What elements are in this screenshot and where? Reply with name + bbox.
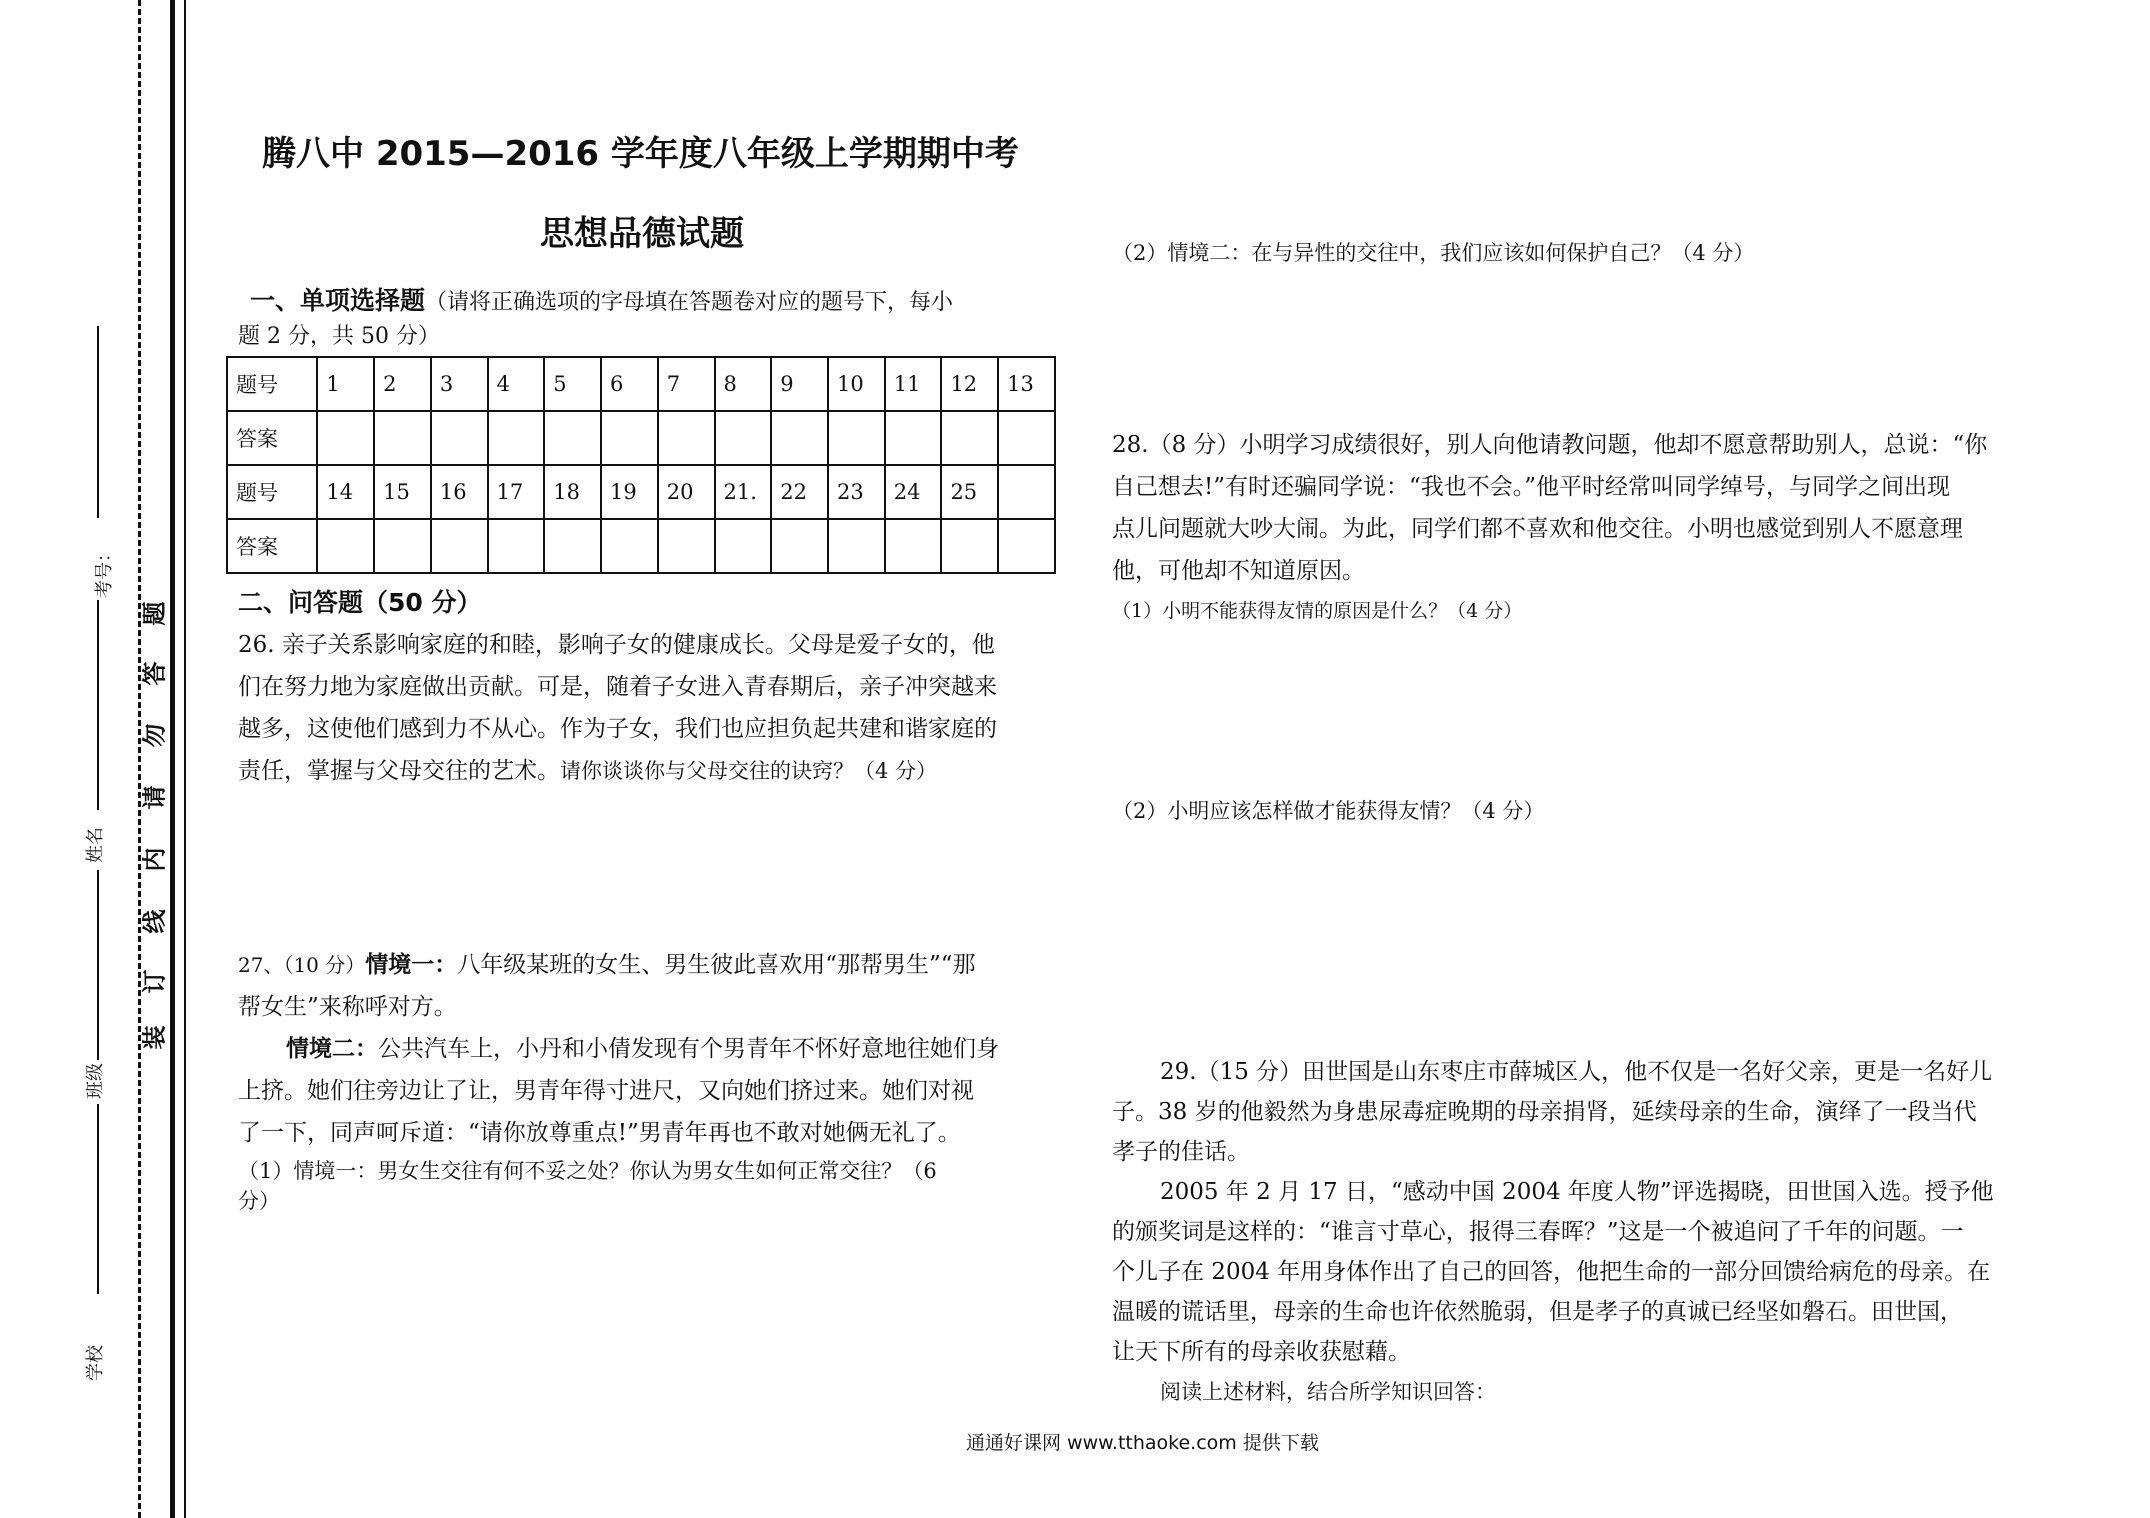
answer-cell[interactable] <box>431 519 488 573</box>
answer-cell[interactable] <box>998 519 1055 573</box>
answer-cell[interactable] <box>941 411 998 465</box>
question-number-cell: 14 <box>317 465 374 519</box>
answer-cell[interactable] <box>374 411 431 465</box>
exam-no-fill-line <box>97 326 99 518</box>
q28-line-3: 点儿问题就大吵大闹。为此，同学们都不喜欢和他交往。小明也感觉到别人不愿意理 <box>1112 516 1963 542</box>
q27-line-5: 了一下，同声呵斥道：“请你放尊重点!”男青年再也不敢对她俩无礼了。 <box>238 1120 961 1146</box>
question-number-cell: 17 <box>488 465 545 519</box>
q28-sub-2: （2）小明应该怎样做才能获得友情？（4 分） <box>1112 799 1545 823</box>
question-number-cell: 25 <box>941 465 998 519</box>
q27-sub-1-line-a: （1）情境一：男女生交往有何不妥之处？你认为男女生如何正常交往？（6 <box>238 1159 937 1183</box>
answer-cell[interactable] <box>601 519 658 573</box>
answer-cell[interactable] <box>771 519 828 573</box>
section1-heading: 一、单项选择题 <box>250 286 426 315</box>
q27-line-3-rest: 公共汽车上，小丹和小倩发现有个男青年不怀好意地往她们身 <box>378 1036 999 1062</box>
question-number-cell: 23 <box>828 465 885 519</box>
q26-line-4 <box>238 750 1078 792</box>
question-number-cell: 5 <box>544 357 601 411</box>
q27-line-1 <box>238 944 1078 986</box>
q28-sub-1: （1）小明不能获得友情的原因是什么？（4 分） <box>1112 600 1523 622</box>
name-fill-line-lower <box>97 870 99 1060</box>
seal-char-3: 勿 <box>139 723 169 748</box>
q27-line-1-rest: 八年级某班的女生、男生彼此喜欢用“那帮男生”“那 <box>457 952 976 978</box>
q29-line-7: 温暖的谎话里，母亲的生命也许依然脆弱，但是孝子的真诚已经坚如磐石。田世国， <box>1112 1299 1963 1325</box>
q29-line-4: 2005 年 2 月 17 日，“感动中国 2004 年度人物”评选揭晓，田世国入选。授予他 <box>1160 1179 1994 1205</box>
cut-line-dashed <box>138 0 141 1518</box>
class-fill-line <box>97 1104 99 1294</box>
table-row <box>227 411 1055 465</box>
row-label: 题号 <box>227 357 317 411</box>
seal-char-2: 答 <box>139 661 169 686</box>
answer-cell[interactable] <box>488 519 545 573</box>
question-number-cell: 6 <box>601 357 658 411</box>
answer-cell[interactable] <box>431 411 488 465</box>
row-label: 答案 <box>227 519 317 573</box>
q27-situation1-label: 情境一： <box>365 951 458 978</box>
question-number-cell: 22 <box>771 465 828 519</box>
answer-cell[interactable] <box>488 411 545 465</box>
answer-table <box>226 356 1056 574</box>
q27-line-3 <box>238 1028 1078 1070</box>
name-label: 姓名 <box>85 827 106 863</box>
question-number-cell: 20 <box>658 465 715 519</box>
question-27 <box>238 944 1078 1154</box>
q27-sub-1-answer-area[interactable] <box>238 1224 1068 1424</box>
q27-line-4: 上挤。她们往旁边让了让，男青年得寸进尺，又向她们挤过来。她们对视 <box>238 1078 974 1104</box>
class-label: 班级 <box>85 1063 106 1099</box>
question-26 <box>238 624 1078 792</box>
answer-cell[interactable] <box>544 519 601 573</box>
answer-cell[interactable] <box>885 411 942 465</box>
table-row <box>227 357 1055 411</box>
q27-sub-1-line-b: 分） <box>238 1189 280 1213</box>
answer-cell[interactable] <box>601 411 658 465</box>
q27-line-2: 帮女生”来称呼对方。 <box>238 994 457 1020</box>
row-label: 题号 <box>227 465 317 519</box>
footer-source: 通通好课网 www.tthaoke.com 提供下载 <box>966 1432 1319 1454</box>
answer-cell[interactable] <box>317 519 374 573</box>
exam-no-label: 考号： <box>94 544 115 598</box>
question-number-cell: 10 <box>828 357 885 411</box>
section1-instruction-a: （请将正确选项的字母填在答题卷对应的题号下，每小 <box>425 290 954 315</box>
question-number-cell: 12 <box>941 357 998 411</box>
question-number-cell: 15 <box>374 465 431 519</box>
question-number-cell: 13 <box>998 357 1055 411</box>
answer-cell[interactable] <box>544 411 601 465</box>
q29-line-9: 阅读上述材料，结合所学知识回答： <box>1160 1380 1496 1404</box>
question-number-cell: 18 <box>544 465 601 519</box>
answer-cell[interactable] <box>828 519 885 573</box>
seal-char-4: 请 <box>139 785 169 810</box>
answer-cell[interactable] <box>374 519 431 573</box>
q27-prefix: 27、（10 分） <box>238 953 366 977</box>
row-label: 答案 <box>227 411 317 465</box>
q29-line-8: 让天下所有的母亲收获慰藉。 <box>1112 1339 1411 1365</box>
section1-header <box>250 282 1070 322</box>
table-row <box>227 465 1055 519</box>
q26-answer-area[interactable] <box>238 806 1068 936</box>
seal-char-7: 订 <box>139 969 169 994</box>
seal-char-8: 装 <box>139 1025 169 1050</box>
q27-sub-2-answer-area[interactable] <box>1112 276 2052 426</box>
answer-cell[interactable] <box>941 519 998 573</box>
section2-header <box>238 584 482 622</box>
q26-prompt: 请你谈谈你与父母交往的诀窍？（4 分） <box>560 759 938 783</box>
question-number-cell: 8 <box>715 357 772 411</box>
seal-char-5: 内 <box>139 847 169 872</box>
binding-line-thin <box>184 0 186 1518</box>
answer-cell[interactable] <box>828 411 885 465</box>
seal-char-6: 线 <box>139 909 169 934</box>
question-29 <box>1112 1052 2072 1412</box>
answer-cell[interactable] <box>771 411 828 465</box>
q29-line-1: 29.（15 分）田世国是山东枣庄市薛城区人，他不仅是一名好父亲，更是一名好儿 <box>1160 1059 1993 1085</box>
binding-line-thick <box>170 0 175 1518</box>
question-number-cell: 7 <box>658 357 715 411</box>
question-number-cell: 3 <box>431 357 488 411</box>
q27-situation2-label: 情境二： <box>286 1035 378 1062</box>
section1-instruction-b: 题 2 分，共 50 分） <box>238 324 440 349</box>
question-number-cell: 2 <box>374 357 431 411</box>
q26-line-2: 们在努力地为家庭做出贡献。可是，随着子女进入青春期后，亲子冲突越来 <box>238 674 997 700</box>
q27-sub-2: （2）情境二：在与异性的交往中，我们应该如何保护自己？（4 分） <box>1112 241 1755 265</box>
q28-line-4: 他，可他却不知道原因。 <box>1112 558 1365 584</box>
title-line-2: 思想品德试题 <box>540 214 744 254</box>
question-number-cell: 1 <box>317 357 374 411</box>
q29-line-3: 孝子的佳话。 <box>1112 1139 1250 1165</box>
question-number-cell: 9 <box>771 357 828 411</box>
answer-cell[interactable] <box>715 411 772 465</box>
answer-cell[interactable] <box>658 519 715 573</box>
question-number-cell: 11 <box>885 357 942 411</box>
q26-line-3: 越多，这使他们感到力不从心。作为子女，我们也应担负起共建和谐家庭的 <box>238 716 997 742</box>
answer-cell[interactable] <box>998 411 1055 465</box>
q26-line-4a: 责任，掌握与父母交往的艺术。 <box>238 758 560 784</box>
question-number-cell: 19 <box>601 465 658 519</box>
question-number-cell <box>998 465 1055 519</box>
q28-sub-2-answer-area[interactable] <box>1112 832 2052 1032</box>
school-label: 学校 <box>85 1345 106 1381</box>
q28-line-1: 28.（8 分）小明学习成绩很好，别人向他请教问题，他却不愿意帮助别人，总说：“你 <box>1112 432 1988 458</box>
name-fill-line-upper <box>97 600 99 810</box>
answer-cell[interactable] <box>715 519 772 573</box>
question-28 <box>1112 424 2072 592</box>
seal-char-1: 题 <box>139 601 169 626</box>
question-number-cell: 24 <box>885 465 942 519</box>
answer-cell[interactable] <box>658 411 715 465</box>
q26-line-1: 26. 亲子关系影响家庭的和睦，影响子女的健康成长。父母是爱子女的，他 <box>238 632 995 658</box>
q29-line-5: 的颁奖词是这样的：“谁言寸草心，报得三春晖？”这是一个被追问了千年的问题。一 <box>1112 1219 1964 1245</box>
question-number-cell: 4 <box>488 357 545 411</box>
question-number-cell: 21. <box>715 465 772 519</box>
q29-line-2: 子。38 岁的他毅然为身患尿毒症晚期的母亲捐肾，延续母亲的生命，演绎了一段当代 <box>1112 1099 1977 1125</box>
answer-cell[interactable] <box>317 411 374 465</box>
q28-line-2: 自己想去!”有时还骗同学说：“我也不会。”他平时经常叫同学绰号，与同学之间出现 <box>1112 474 1951 500</box>
q27-sub-1 <box>238 1156 1078 1216</box>
title-line-1: 腾八中 2015—2016 学年度八年级上学期期中考 <box>262 134 1019 174</box>
section2-heading: 二、问答题（50 分） <box>238 588 482 617</box>
q29-line-6: 个儿子在 2004 年用身体作出了自己的回答，他把生命的一部分回馈给病危的母亲。在 <box>1112 1259 1991 1285</box>
question-number-cell: 16 <box>431 465 488 519</box>
table-row <box>227 519 1055 573</box>
q28-sub-1-answer-area[interactable] <box>1112 630 2052 780</box>
answer-cell[interactable] <box>885 519 942 573</box>
